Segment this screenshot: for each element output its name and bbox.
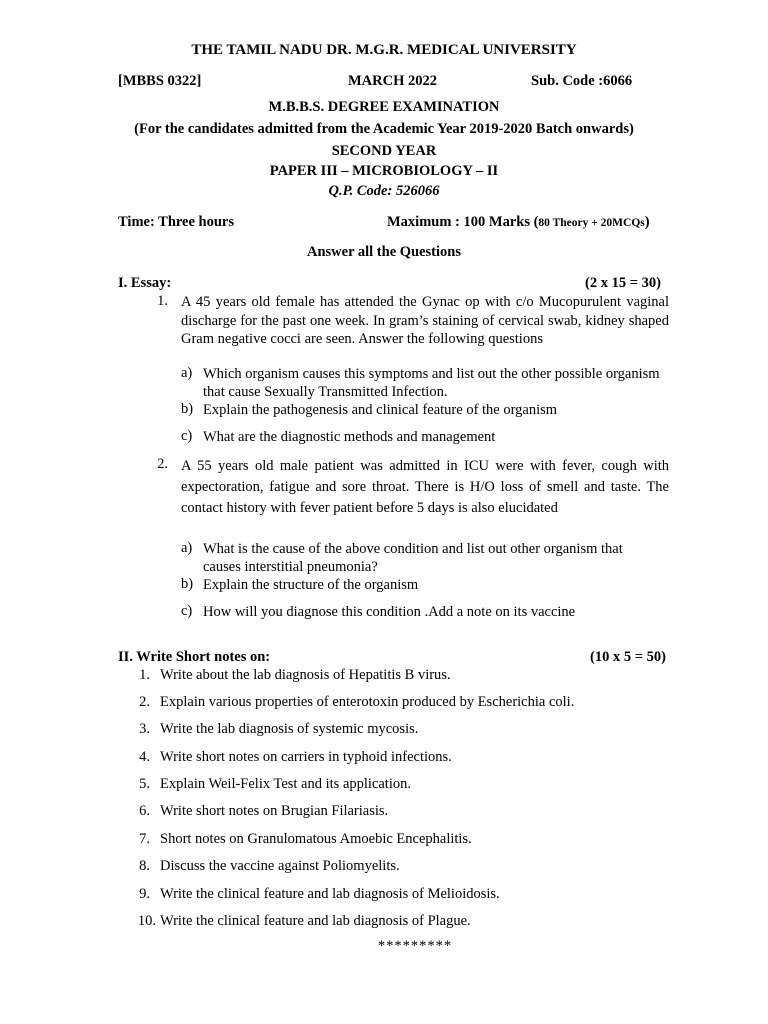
qp-code: Q.P. Code: 526066 <box>328 183 440 199</box>
short-note-text: Write about the lab diagnosis of Hepatitis B virus. <box>160 667 451 683</box>
subquestion-text: What is the cause of the above condition and list out other organism that causes interstitial pneumonia? <box>203 541 623 575</box>
essay-marks: (2 x 15 = 30) <box>585 275 661 291</box>
short-note-text: Write short notes on Brugian Filariasis. <box>160 803 389 819</box>
essay-heading: I. Essay: <box>118 275 172 291</box>
maximum-marks-close: ) <box>644 214 650 230</box>
degree-title: M.B.B.S. DEGREE EXAMINATION <box>268 99 500 115</box>
maximum-marks <box>387 214 650 231</box>
paper-title: PAPER III – MICROBIOLOGY – II <box>269 163 499 179</box>
exam-month-year: MARCH 2022 <box>348 73 438 89</box>
short-note-text: Explain various properties of enterotoxin produced by Escherichia coli. <box>160 694 575 710</box>
short-note-number: 5. <box>139 776 150 792</box>
subquestion-letter: a) <box>181 540 193 556</box>
subquestion-text: Explain the pathogenesis and clinical feature of the organism <box>203 402 558 418</box>
marks-breakdown: 80 Theory + 20MCQs <box>538 217 645 229</box>
subquestion-text: How will you diagnose this condition .Add a note on its vaccine <box>203 604 576 620</box>
short-note-number: 8. <box>139 858 150 874</box>
short-note-number: 9. <box>139 886 150 902</box>
short-note-text: Write the clinical feature and lab diagnosis of Melioidosis. <box>160 886 500 902</box>
essay-question-number: 2. <box>157 456 168 472</box>
instruction: Answer all the Questions <box>306 244 461 260</box>
short-note-text: Write the lab diagnosis of systemic mycosis. <box>160 721 419 737</box>
exam-duration: Time: Three hours <box>118 214 235 230</box>
short-note-number: 6. <box>139 803 150 819</box>
short-note-text: Explain Weil-Felix Test and its application. <box>160 776 411 792</box>
subquestion-text: What are the diagnostic methods and management <box>203 429 496 445</box>
essay-question-number: 1. <box>157 293 168 309</box>
short-notes-marks: (10 x 5 = 50) <box>590 649 666 665</box>
short-note-number: 7. <box>139 831 150 847</box>
subquestion-text: Which organism causes this symptoms and list out the other possible organism that cause Sexually Transmitted Infection. <box>203 366 660 400</box>
maximum-marks-label: Maximum : 100 Marks ( <box>387 214 539 230</box>
essay-question-text: A 45 years old female has attended the Gynac op with c/o Mucopurulent vaginal discharge for the past one week. In gram’s staining of cervical swab, kidney shaped Gram negative cocci are seen. Answer the following questions <box>181 294 669 347</box>
short-note-text: Write short notes on carriers in typhoid infections. <box>160 749 452 765</box>
subquestion-letter: c) <box>181 603 193 619</box>
course-code: [MBBS 0322] <box>118 73 202 89</box>
subquestion-text: Explain the structure of the organism <box>203 577 419 593</box>
subquestion-letter: b) <box>181 401 194 417</box>
subquestion-letter: c) <box>181 428 193 444</box>
subquestion-letter: a) <box>181 365 193 381</box>
candidates-note: (For the candidates admitted from the Academic Year 2019-2020 Batch onwards) <box>134 121 634 137</box>
university-title: THE TAMIL NADU DR. M.G.R. MEDICAL UNIVERSITY <box>191 42 577 58</box>
end-stars: ********* <box>377 938 453 954</box>
short-note-text: Write the clinical feature and lab diagnosis of Plague. <box>160 913 471 929</box>
year-title: SECOND YEAR <box>331 143 437 159</box>
subquestion-letter: b) <box>181 576 194 592</box>
short-note-number: 10. <box>137 913 156 929</box>
short-note-text: Short notes on Granulomatous Amoebic Encephalitis. <box>160 831 472 847</box>
short-note-text: Discuss the vaccine against Poliomyelits. <box>160 858 400 874</box>
subject-code: Sub. Code :6066 <box>531 73 633 89</box>
essay-question-text: A 55 years old male patient was admitted in ICU were with fever, cough with expectoration, fatigue and sore throat. There is H/O loss of smell and taste. The contact history with fever patient before 5 days is also elucidated <box>181 458 669 516</box>
short-notes-heading: II. Write Short notes on: <box>118 649 271 665</box>
short-note-number: 2. <box>139 694 150 710</box>
short-note-number: 1. <box>139 667 150 683</box>
short-note-number: 3. <box>139 721 150 737</box>
short-note-number: 4. <box>139 749 150 765</box>
